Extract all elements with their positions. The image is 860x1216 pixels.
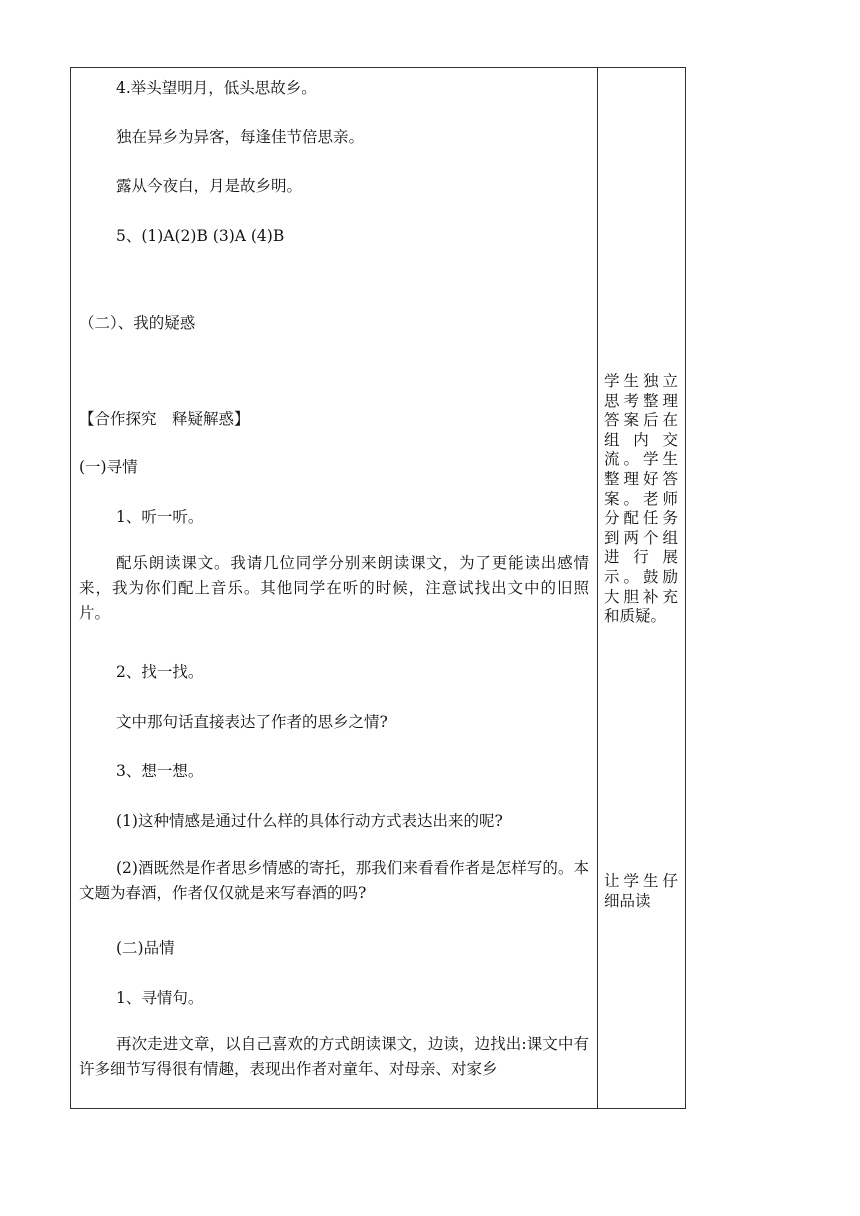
step-2-text: 文中那句话直接表达了作者的思乡之情? xyxy=(116,713,388,731)
answer-4-line-1: 4.举头望明月，低头思故乡。 xyxy=(116,79,317,97)
cooperation-heading: 【合作探究 释疑解惑】 xyxy=(79,410,250,428)
step-2-title: 2、找一找。 xyxy=(116,663,204,681)
step-3-question-1: (1)这种情感是通过什么样的具体行动方式表达出来的呢? xyxy=(116,812,503,830)
answer-4-line-3: 露从今夜白，月是故乡明。 xyxy=(116,177,303,195)
my-questions-heading: （二）、我的疑惑 xyxy=(79,314,196,332)
step-3-question-2: (2)酒既然是作者思乡情感的寄托，那我们来看看作者是怎样写的。本文题为春酒，作者仅仅就是来写春酒的吗? xyxy=(79,859,589,902)
teaching-note-2: 让学生仔细品读 xyxy=(604,872,678,910)
answer-4-line-2: 独在异乡为异客，每逢佳节倍思亲。 xyxy=(116,128,365,146)
step-1-title: 1、听一听。 xyxy=(116,508,204,526)
content-column xyxy=(71,68,598,1108)
step-4-text: 再次走进文章，以自己喜欢的方式朗读课文，边读，边找出:课文中有许多细节写得很有情趣，表现出作者对童年、对母亲、对家乡 xyxy=(79,1035,589,1078)
step-1-text: 配乐朗读课文。我请几位同学分别来朗读课文，为了更能读出感情来，我为你们配上音乐。其他同学在听的时候，注意试找出文中的旧照片。 xyxy=(79,554,589,622)
notes-column xyxy=(598,68,685,1108)
section-2-heading: (二)品情 xyxy=(116,939,175,957)
teaching-note-1: 学生独立思考整理答案后在组内交流。学生整理好答案。老师分配任务到两个组进行展示。鼓励大胆补充和质疑。 xyxy=(604,372,678,626)
section-1-heading: (一)寻情 xyxy=(79,458,138,476)
step-4-title: 1、寻情句。 xyxy=(116,989,204,1007)
step-3-title: 3、想一想。 xyxy=(116,762,204,780)
lesson-table xyxy=(70,67,686,1109)
answer-5: 5、(1)A(2)B (3)A (4)B xyxy=(116,227,285,245)
